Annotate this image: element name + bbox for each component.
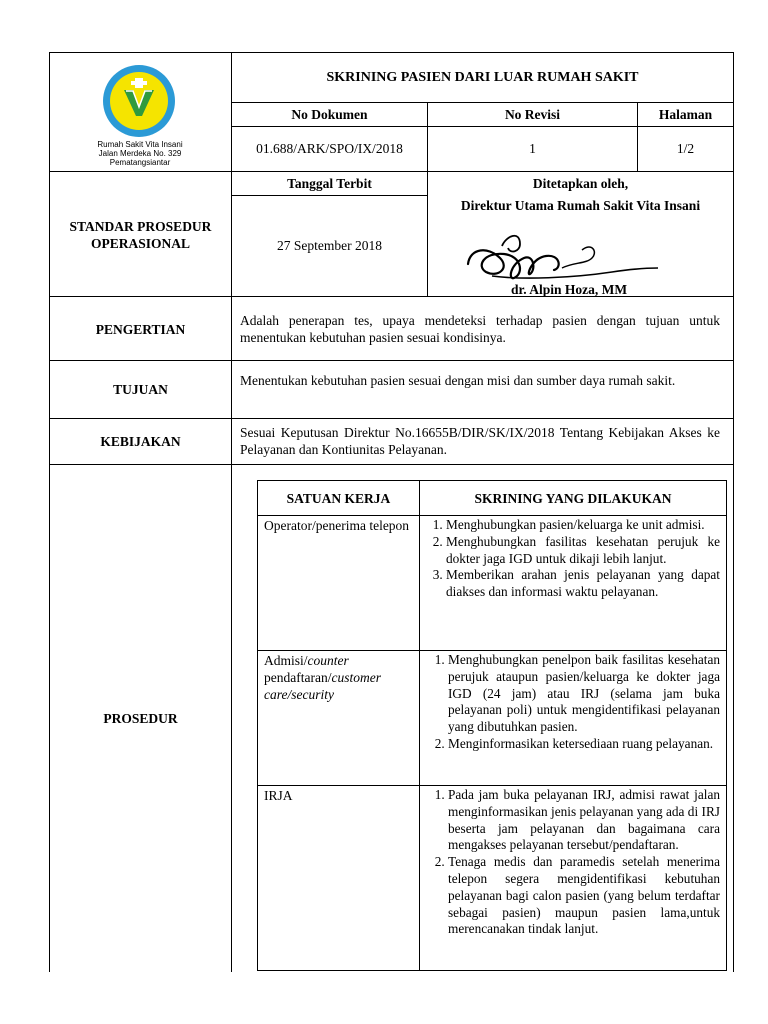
rule xyxy=(49,464,734,465)
hospital-city: Pematangsiantar xyxy=(109,158,171,167)
policy-text: Sesuai Keputusan Direktur No.16655B/DIR/SK/IX/2018 Tentang Kebijakan Akses ke Pelayanan dan Kontiunitas Pelayanan. xyxy=(240,425,720,457)
unit-column-header: SATUAN KERJA xyxy=(286,491,391,506)
list-item: 1. Menghubungkan penelpon baik fasilitas kesehatan perujuk ataupun pasien/keluarga ke dokter jaga IGD (24 jam) atau IRJ (selama jam buka pelayanan poli) untuk mengidentifikasi pelayanan yang dibutuhkan pasien. xyxy=(448,652,720,736)
unit-text: pendaftaran/ xyxy=(264,670,332,685)
purpose-label: TUJUAN xyxy=(113,382,168,397)
issue-date-label: Tanggal Terbit xyxy=(287,176,372,191)
issue-date: 27 September 2018 xyxy=(277,238,382,253)
doc-number-label: No Dokumen xyxy=(291,107,368,122)
sop-label-line2: OPERASIONAL xyxy=(90,236,190,251)
list-item: 2. Menginformasikan ketersediaan ruang pelayanan. xyxy=(448,736,720,753)
frame-top xyxy=(49,52,734,53)
rule xyxy=(231,126,734,127)
table-row-unit xyxy=(264,652,414,703)
rule xyxy=(726,480,727,971)
list-item: 1. Menghubungkan pasien/keluarga ke unit admisi. xyxy=(446,517,720,534)
rule xyxy=(257,970,727,971)
page-number: 1/2 xyxy=(676,141,695,156)
sop-label-line1: STANDAR PROSEDUR xyxy=(69,219,212,234)
list-item: 1. Pada jam buka pelayanan IRJ, admisi rawat jalan menginformasikan jenis pelayanan yang ada di IRJ beserta jam pelayanan dan bagaimana cara mengakses pelayanan tersebut/pendaftaran. xyxy=(448,787,720,854)
rule xyxy=(49,360,734,361)
frame-right xyxy=(733,52,734,972)
definition-text: Adalah penerapan tes, upaya mendeteksi terhadap pasien dengan tujuan untuk menentukan kebutuhan pasien sesuai kondisinya. xyxy=(240,313,720,345)
list-item: 3. Memberikan arahan jenis pelayanan yang dapat diakses dan informasi waktu pelayanan. xyxy=(446,567,720,601)
unit-text: customer care/security xyxy=(264,670,381,702)
rule xyxy=(257,785,727,786)
rule xyxy=(49,171,734,172)
list-item: 2. Menghubungkan fasilitas kesehatan perujuk ke dokter jaga IGD untuk dikaji lebih lanjut. xyxy=(446,534,720,568)
table-row-unit: IRJA xyxy=(264,788,293,803)
rule xyxy=(257,515,727,516)
list-item: 2. Tenaga medis dan paramedis setelah menerima telepon segera mengidentifikasi kebutuhan pelayanan bagi calon pasien (yang belum terdaftar sebagai pasien) maupun pasien lama,untuk merencanakan tindak lanjut. xyxy=(448,854,720,938)
set-by-label: Ditetapkan oleh, xyxy=(532,176,629,191)
rule xyxy=(257,480,727,481)
doc-number: 01.688/ARK/SPO/IX/2018 xyxy=(256,141,403,156)
revision-number: 1 xyxy=(529,141,536,156)
unit-text: counter xyxy=(307,653,349,668)
revision-label: No Revisi xyxy=(504,107,561,122)
page-label: Halaman xyxy=(658,107,713,122)
signatory-name: dr. Alpin Hoza, MM xyxy=(511,282,628,297)
table-row-unit: Operator/penerima telepon xyxy=(264,518,410,533)
rule xyxy=(419,480,420,971)
screening-column-header: SKRINING YANG DILAKUKAN xyxy=(474,491,672,506)
document-title: SKRINING PASIEN DARI LUAR RUMAH SAKIT xyxy=(326,70,639,85)
hospital-name: Rumah Sakit Vita Insani xyxy=(97,140,183,149)
rule xyxy=(231,102,734,103)
rule xyxy=(231,195,427,196)
director-title: Direktur Utama Rumah Sakit Vita Insani xyxy=(460,198,701,213)
hospital-address: Jalan Merdeka No. 329 xyxy=(98,149,182,158)
unit-text: Admisi/ xyxy=(264,653,308,668)
table-row-steps xyxy=(424,652,720,753)
table-row-steps xyxy=(424,517,720,601)
frame-left xyxy=(49,52,50,972)
rule xyxy=(257,480,258,971)
hospital-logo xyxy=(102,64,176,138)
purpose-text: Menentukan kebutuhan pasien sesuai dengan misi dan sumber daya rumah sakit. xyxy=(240,373,676,388)
procedure-label: PROSEDUR xyxy=(103,711,178,726)
policy-label: KEBIJAKAN xyxy=(100,434,181,449)
rule xyxy=(49,418,734,419)
definition-label: PENGERTIAN xyxy=(95,322,186,337)
table-row-steps xyxy=(424,787,720,938)
rule xyxy=(257,650,727,651)
